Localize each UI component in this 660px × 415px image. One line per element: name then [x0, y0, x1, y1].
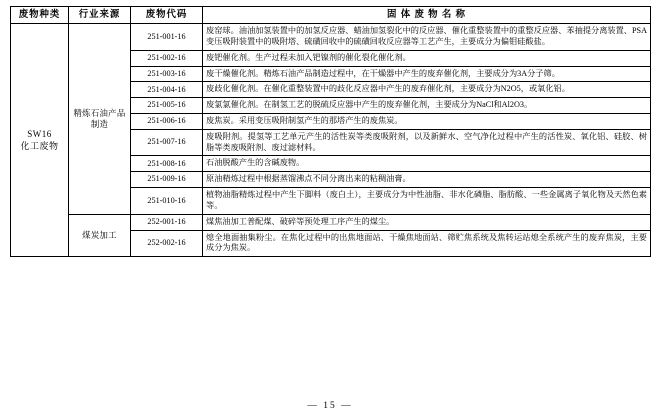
industry-source-cell: [69, 24, 131, 215]
waste-name-cell: 废窑球。油油加氢装置中的加氢反应器、蜡油加氢裂化中的反应器、催化重整装置中的重整反应器、苯抽提分离装置、PSA变压吸附装置中的吸附塔、硫磺回收中的硫磺回收反应器等工艺产生，主要成分为偏钼硅酸盐。: [203, 24, 651, 51]
waste-name-cell: 废氯氯催化剂。在制氢工艺的脱硫反应器中产生的废弃催化剂，主要成分为NaCl和Al2O3。: [203, 98, 651, 114]
waste-code-cell: 251-007-16: [131, 129, 203, 156]
industry-source-label: 煤炭加工: [82, 230, 117, 240]
solid-waste-table: [10, 6, 651, 257]
table-header: [11, 7, 651, 24]
column-header-code: 废物代码: [131, 7, 203, 24]
waste-code-cell: 251-010-16: [131, 188, 203, 215]
waste-name-cell: 废歧化催化剂。在催化重整装置中的歧化反应器中产生的废弃催化剂，主要成分为N2O5，或氧化铝。: [203, 82, 651, 98]
waste-name-cell: 植物油脂精炼过程中产生下脚料（废白土），主要成分为中性油脂、非水化磷脂、脂肪酸、一些金属离子氧化物及天然色素等。: [203, 188, 651, 215]
table-row: [11, 24, 651, 51]
waste-code-cell: 251-009-16: [131, 172, 203, 188]
waste-name-cell: 废钯催化剂。生产过程未加入钯镍剂的催化裂化催化剂。: [203, 50, 651, 66]
waste-code-cell: 252-001-16: [131, 214, 203, 230]
column-header-name: 固 体 废 物 名 称: [203, 7, 651, 24]
waste-name-cell: 煤焦油加工普配煤、破碎等预处理工序产生的煤尘。: [203, 214, 651, 230]
column-header-source: 行业来源: [69, 7, 131, 24]
waste-kind-cell: [11, 24, 69, 257]
waste-name-cell: 石油脱酸产生的含碱废物。: [203, 156, 651, 172]
waste-code-cell: 251-005-16: [131, 98, 203, 114]
waste-code-cell: 251-004-16: [131, 82, 203, 98]
waste-name-cell: 废吸附剂。提氢等工艺单元产生的活性炭等类废吸附剂，以及新鲜水、空气净化过程中产生的活性炭、氧化铝、硅胶、树脂等类废吸附剂、废过滤材料。: [203, 129, 651, 156]
table-body: [11, 24, 651, 257]
waste-name-cell: 废干燥催化剂。精炼石油产品制造过程中，在干燥器中产生的废弃催化剂，主要成分为3A分子筛。: [203, 66, 651, 82]
waste-code-cell: 252-002-16: [131, 230, 203, 257]
column-header-kind: 废物种类: [11, 7, 69, 24]
waste-code-cell: 251-002-16: [131, 50, 203, 66]
waste-name-cell: 废焦炭。采用变压吸附制氢产生的那塔产生的废焦炭。: [203, 114, 651, 130]
waste-code-cell: 251-006-16: [131, 114, 203, 130]
waste-code-cell: 251-003-16: [131, 66, 203, 82]
waste-code-cell: 251-008-16: [131, 156, 203, 172]
industry-source-cell: [69, 214, 131, 256]
page-number: — 15 —: [307, 401, 353, 411]
table-row: [11, 214, 651, 230]
waste-name-cell: 熄全地面抽集粉尘。在焦化过程中的出焦地面站、干燥焦地面站、筛贮焦系统及焦转运站熄全系统产生的废弃焦炭，主要成分为焦炭。: [203, 230, 651, 257]
waste-kind-label: SW16 化工废物: [20, 129, 59, 152]
waste-name-cell: 原油精炼过程中根据蒸馏沸点不同分离出来的粘稠油膏。: [203, 172, 651, 188]
waste-code-cell: 251-001-16: [131, 24, 203, 51]
industry-source-label: 精炼石油产品制造: [73, 108, 126, 129]
table-header-row: [11, 7, 651, 24]
